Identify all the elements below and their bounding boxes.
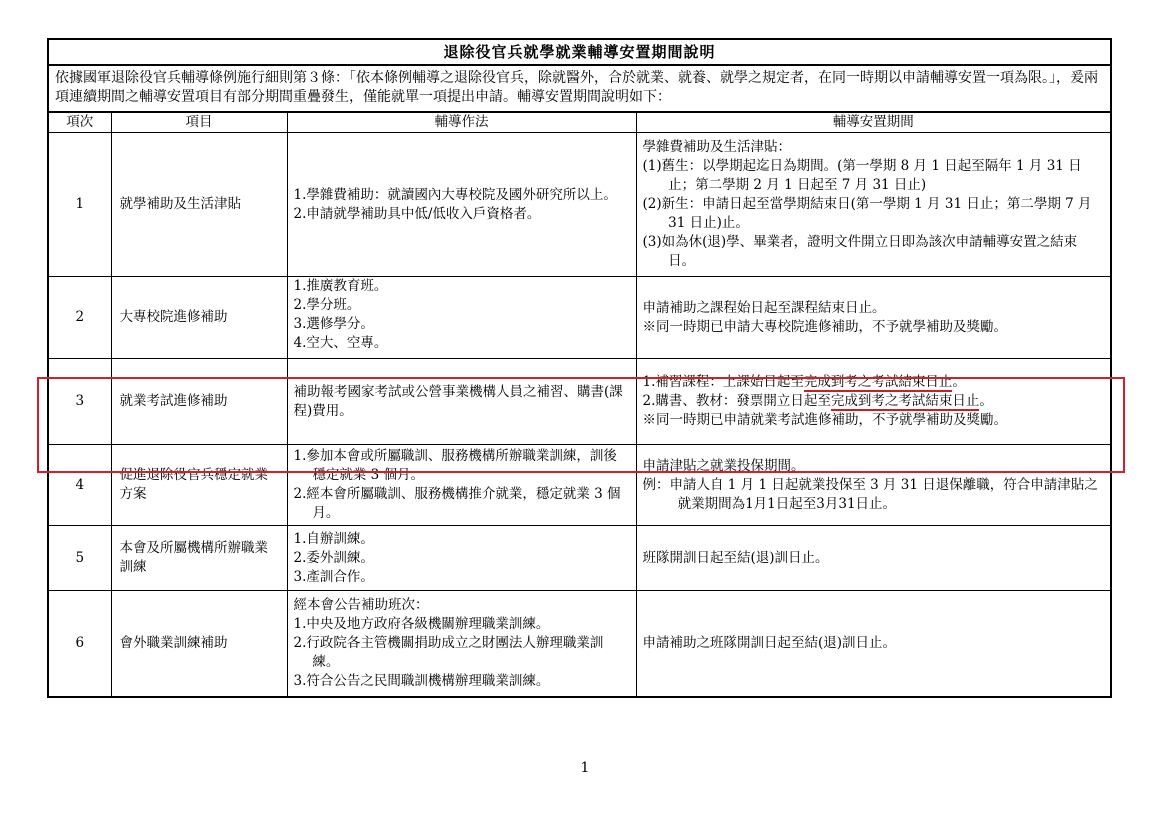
row-method (287, 591, 636, 696)
row-number: 1 (49, 133, 111, 277)
row-method (287, 445, 636, 526)
row-number: 4 (49, 445, 111, 526)
row-period (636, 445, 1110, 526)
row-period: 申請補助之班隊開訓日起至結(退)訓日止。 (636, 591, 1110, 696)
period-line (643, 392, 1105, 411)
row-method (287, 526, 636, 591)
method-line: 1.中央及地方政府各級機關辦理職業訓練。 (293, 615, 550, 632)
method-line: 2.行政院各主管機關捐助成立之財團法人辦理職業訓練。 (293, 634, 604, 670)
method-line: 4.空大、空專。 (293, 335, 388, 351)
row-method (287, 277, 636, 359)
method-line: 1.學雜費補助：就讀國內大專校院及國外研究所以上。 (293, 186, 617, 203)
underlined-end-date: 完成到考之考試結束日止 (803, 374, 953, 390)
method-line: 2.學分班。 (293, 297, 361, 313)
period-example: 例：申請人自 1 月 1 日起就業投保至 3 月 31 日退保離職，符合申請津貼之就業期間為1月1日起至3月31日止。 (642, 476, 1098, 512)
method-line: 1.自辦訓練。 (293, 530, 374, 547)
table-row (49, 277, 1110, 359)
method-line: 3.選修學分。 (293, 316, 374, 332)
method-line: 1.推廣教育班。 (293, 278, 388, 294)
row-period (636, 359, 1110, 445)
period-line: (2)新生：申請日起至當學期結束日(第一學期 1 月 31 日止；第二學期 7 月 31 日止)止。 (642, 196, 1092, 231)
method-line: 3.產訓合作。 (293, 568, 374, 585)
row-period (636, 133, 1110, 277)
table-row (49, 591, 1110, 696)
header-method: 輔導作法 (287, 113, 636, 133)
row-item: 本會及所屬機構所辦職業訓練 (111, 526, 287, 591)
document-title: 退除役官兵就學就業輔導安置期間說明 (49, 40, 1110, 66)
row-number: 3 (49, 359, 111, 445)
period-intro: 申請津貼之就業投保期間。 (642, 457, 805, 474)
method-intro: 經本會公告補助班次： (293, 596, 429, 613)
method-line: 2.經本會所屬職訓、服務機構推介就業，穩定就業 3 個月。 (293, 486, 621, 521)
row-item: 促進退除役官兵穩定就業方案 (111, 445, 287, 526)
row-item: 就學補助及生活津貼 (111, 133, 287, 277)
period-note: ※同一時期已申請就業考試進修補助，不予就學補助及獎勵。 (642, 412, 1007, 428)
header-period: 輔導安置期間 (636, 113, 1110, 133)
method-line: 1.參加本會或所屬職訓、服務機構所辦職業訓練，訓後穩定就業 3 個月。 (293, 448, 617, 483)
row-item: 就業考試進修補助 (111, 359, 287, 445)
row-number: 2 (49, 277, 111, 359)
method-line: 3.符合公告之民間職訓機構辦理職業訓練。 (293, 672, 550, 689)
table-header-row (49, 113, 1110, 133)
table-row (49, 526, 1110, 591)
method-line: 2.申請就學補助具中低/低收入戶資格者。 (293, 205, 541, 222)
period-prefix: 1.補習課程：上課始日起至 (642, 374, 804, 390)
page-number: 1 (580, 760, 590, 776)
row-period: 班隊開訓日起至結(退)訓日止。 (636, 526, 1110, 591)
row-item: 會外職業訓練補助 (111, 591, 287, 696)
table-row (49, 133, 1110, 277)
underlined-end-date: 完成到考之考試結束日止 (830, 393, 980, 409)
header-no: 項次 (49, 113, 111, 133)
period-line: (3)如為休(退)學、畢業者，證明文件開立日即為該次申請輔導安置之結束日。 (642, 234, 1078, 269)
placement-period-table (49, 112, 1110, 696)
table-row (49, 445, 1110, 526)
period-suffix: 。 (979, 393, 993, 409)
period-note: ※同一時期已申請大專校院進修補助，不予就學補助及獎勵。 (642, 318, 1007, 335)
row-number: 6 (49, 591, 111, 696)
row-item: 大專校院進修補助 (111, 277, 287, 359)
period-line: (1)舊生：以學期起迄日為期間。(第一學期 8 月 1 日起至隔年 1 月 31 日止；第二學期 2 月 1 日起至 7 月 31 日止) (642, 158, 1082, 193)
period-prefix: 2.購書、教材：發票開立日起至 (642, 393, 831, 409)
row-method (287, 133, 636, 277)
document-table-frame (47, 38, 1112, 698)
period-intro: 學雜費補助及生活津貼： (642, 139, 791, 155)
period-line (643, 373, 1105, 392)
table-row-highlighted (49, 359, 1110, 445)
row-number: 5 (49, 526, 111, 591)
row-method: 補助報考國家考試或公營事業機構人員之補習、購書(課程)費用。 (287, 359, 636, 445)
period-suffix: 。 (952, 374, 966, 390)
row-period (636, 277, 1110, 359)
header-item: 項目 (111, 113, 287, 133)
intro-paragraph: 依據國軍退除役官兵輔導條例施行細則第３條：「依本條例輔導之退除役官兵，除就醫外，合於就業、就養、就學之規定者，在同一時期以申請輔導安置一項為限。」，爰兩項連續期間之輔導安置項目有部分期間重疊發生，僅能就單一項提出申請。輔導安置期間說明如下： (49, 66, 1110, 112)
period-line: 申請補助之課程始日起至課程結束日止。 (642, 299, 886, 316)
method-line: 2.委外訓練。 (293, 549, 374, 566)
